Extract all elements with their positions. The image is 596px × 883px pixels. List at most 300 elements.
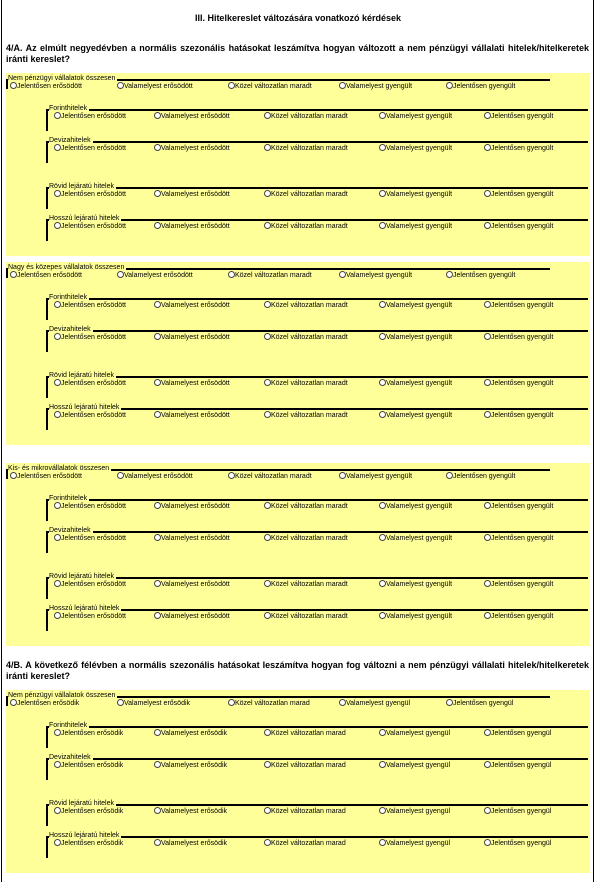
radio-label: Jelentősen gyengült <box>453 272 516 279</box>
subgroup-bar <box>46 609 48 631</box>
radio-button[interactable] <box>117 699 124 706</box>
radio-option[interactable] <box>484 333 553 342</box>
radio-button[interactable] <box>117 82 124 89</box>
radio-option[interactable] <box>264 580 348 589</box>
radio-label: Valamelyest gyengül <box>386 808 451 815</box>
radio-label: Jelentősen erősödött <box>61 334 126 341</box>
subgroup-title: Rövid lejáratú hitelek <box>49 573 114 580</box>
subgroup-bar <box>46 758 48 780</box>
radio-button[interactable] <box>339 699 346 706</box>
radio-option[interactable] <box>117 271 193 280</box>
radio-button[interactable] <box>54 190 61 197</box>
subgroup-title: Forinthitelek <box>49 722 88 729</box>
panel <box>6 262 590 445</box>
radio-button[interactable] <box>484 144 491 151</box>
radio-label: Valamelyest erősödött <box>161 334 230 341</box>
radio-label: Közel változatlan maradt <box>271 113 348 120</box>
radio-label: Valamelyest gyengült <box>386 223 453 230</box>
radio-label: Jelentősen gyengült <box>491 412 554 419</box>
radio-label: Közel változatlan marad <box>235 700 310 707</box>
subgroup-rule <box>46 141 588 143</box>
subgroup-title: Hosszú lejáratú hitelek <box>49 404 120 411</box>
radio-label: Közel változatlan maradt <box>271 302 348 309</box>
radio-button[interactable] <box>10 699 17 706</box>
subgroup-bar <box>46 187 48 209</box>
radio-button[interactable] <box>379 534 386 541</box>
radio-label: Valamelyest erősödött <box>161 223 230 230</box>
radio-option[interactable] <box>154 807 227 816</box>
radio-label: Valamelyest erősödik <box>161 762 228 769</box>
radio-button[interactable] <box>379 612 386 619</box>
radio-option[interactable] <box>54 580 126 589</box>
radio-button[interactable] <box>54 411 61 418</box>
radio-button[interactable] <box>154 144 161 151</box>
radio-button[interactable] <box>264 112 271 119</box>
radio-button[interactable] <box>484 112 491 119</box>
radio-option[interactable] <box>264 222 348 231</box>
radio-option[interactable] <box>446 82 515 91</box>
subgroup-rule <box>46 109 588 111</box>
radio-option[interactable] <box>154 190 230 199</box>
radio-button[interactable] <box>484 222 491 229</box>
radio-option[interactable] <box>339 271 412 280</box>
radio-option[interactable] <box>264 502 348 511</box>
radio-label: Jelentősen gyengült <box>491 613 554 620</box>
radio-button[interactable] <box>379 112 386 119</box>
radio-label: Valamelyest gyengült <box>386 503 453 510</box>
radio-option[interactable] <box>379 729 450 738</box>
radio-button[interactable] <box>264 807 271 814</box>
radio-label: Valamelyest gyengült <box>386 302 453 309</box>
radio-button[interactable] <box>117 271 124 278</box>
radio-button[interactable] <box>446 472 453 479</box>
radio-option[interactable] <box>264 534 348 543</box>
radio-button[interactable] <box>154 301 161 308</box>
radio-option[interactable] <box>379 502 452 511</box>
radio-option[interactable] <box>154 612 230 621</box>
radio-label: Jelentősen gyengült <box>491 191 554 198</box>
radio-option[interactable] <box>117 472 193 481</box>
radio-option[interactable] <box>228 472 312 481</box>
radio-label: Valamelyest erősödött <box>161 503 230 510</box>
radio-option[interactable] <box>379 839 450 848</box>
radio-button[interactable] <box>484 534 491 541</box>
radio-option[interactable] <box>484 190 553 199</box>
radio-option[interactable] <box>379 761 450 770</box>
radio-option[interactable] <box>264 411 348 420</box>
radio-option[interactable] <box>264 144 348 153</box>
radio-button[interactable] <box>264 379 271 386</box>
radio-label: Közel változatlan marad <box>271 808 346 815</box>
radio-option[interactable] <box>154 411 230 420</box>
radio-button[interactable] <box>484 580 491 587</box>
radio-button[interactable] <box>379 301 386 308</box>
radio-button[interactable] <box>54 612 61 619</box>
radio-button[interactable] <box>228 271 235 278</box>
radio-label: Jelentősen gyengült <box>491 302 554 309</box>
radio-button[interactable] <box>484 839 491 846</box>
radio-option[interactable] <box>484 379 553 388</box>
radio-option[interactable] <box>379 144 452 153</box>
panel <box>6 463 590 646</box>
radio-button[interactable] <box>379 839 386 846</box>
radio-button[interactable] <box>339 82 346 89</box>
radio-button[interactable] <box>264 144 271 151</box>
radio-label: Valamelyest erősödött <box>161 613 230 620</box>
radio-button[interactable] <box>228 699 235 706</box>
radio-option[interactable] <box>154 301 230 310</box>
radio-option[interactable] <box>54 379 126 388</box>
radio-button[interactable] <box>154 807 161 814</box>
radio-option[interactable] <box>446 472 515 481</box>
subgroup-bar <box>46 804 48 826</box>
radio-button[interactable] <box>264 411 271 418</box>
radio-label: Jelentősen erősödik <box>61 808 124 815</box>
radio-button[interactable] <box>54 333 61 340</box>
group-title: Kis- és mikrovállalatok összesen <box>8 465 110 472</box>
radio-option[interactable] <box>484 534 553 543</box>
radio-button[interactable] <box>484 761 491 768</box>
radio-button[interactable] <box>54 502 61 509</box>
radio-option[interactable] <box>379 612 452 621</box>
radio-button[interactable] <box>54 301 61 308</box>
radio-label: Jelentősen gyengült <box>491 113 554 120</box>
radio-button[interactable] <box>10 271 17 278</box>
subgroup-bar <box>46 408 48 430</box>
subgroup-rule <box>46 804 588 806</box>
subgroup-bar <box>46 376 48 398</box>
radio-button[interactable] <box>264 333 271 340</box>
radio-option[interactable] <box>339 82 412 91</box>
radio-button[interactable] <box>484 612 491 619</box>
radio-button[interactable] <box>154 379 161 386</box>
radio-option[interactable] <box>484 612 553 621</box>
radio-label: Jelentősen erősödött <box>61 412 126 419</box>
subgroup-rule <box>46 298 588 300</box>
radio-button[interactable] <box>54 534 61 541</box>
radio-option[interactable] <box>264 807 346 816</box>
radio-option[interactable] <box>154 580 230 589</box>
radio-option[interactable] <box>154 379 230 388</box>
radio-label: Valamelyest gyengült <box>346 272 413 279</box>
radio-label: Valamelyest gyengült <box>386 535 453 542</box>
radio-button[interactable] <box>379 190 386 197</box>
subgroup-title: Hosszú lejáratú hitelek <box>49 215 120 222</box>
radio-button[interactable] <box>379 807 386 814</box>
radio-option[interactable] <box>117 82 193 91</box>
radio-button[interactable] <box>154 222 161 229</box>
radio-button[interactable] <box>54 112 61 119</box>
radio-label: Jelentősen gyengült <box>491 535 554 542</box>
radio-button[interactable] <box>54 580 61 587</box>
radio-option[interactable] <box>10 472 82 481</box>
radio-option[interactable] <box>154 761 227 770</box>
radio-option[interactable] <box>379 333 452 342</box>
radio-option[interactable] <box>10 82 82 91</box>
radio-button[interactable] <box>484 301 491 308</box>
radio-button[interactable] <box>154 839 161 846</box>
radio-option[interactable] <box>228 699 310 708</box>
subgroup-title: Hosszú lejáratú hitelek <box>49 605 120 612</box>
subgroup-title: Forinthitelek <box>49 495 88 502</box>
radio-option[interactable] <box>264 112 348 121</box>
radio-option[interactable] <box>54 144 126 153</box>
radio-option[interactable] <box>484 761 551 770</box>
radio-button[interactable] <box>54 729 61 736</box>
radio-button[interactable] <box>379 761 386 768</box>
subgroup-bar <box>46 141 48 163</box>
radio-option[interactable] <box>484 580 553 589</box>
radio-label: Jelentősen erősödik <box>61 840 124 847</box>
radio-label: Jelentősen erősödik <box>17 700 80 707</box>
radio-option[interactable] <box>54 839 123 848</box>
radio-button[interactable] <box>379 379 386 386</box>
radio-option[interactable] <box>54 534 126 543</box>
radio-option[interactable] <box>54 761 123 770</box>
radio-button[interactable] <box>484 333 491 340</box>
radio-option[interactable] <box>379 580 452 589</box>
radio-label: Jelentősen erősödött <box>61 503 126 510</box>
radio-button[interactable] <box>484 411 491 418</box>
radio-label: Jelentősen gyengül <box>453 700 514 707</box>
radio-button[interactable] <box>154 190 161 197</box>
subgroup-rule <box>46 187 588 189</box>
radio-button[interactable] <box>446 82 453 89</box>
radio-label: Közel változatlan maradt <box>271 380 348 387</box>
radio-button[interactable] <box>54 839 61 846</box>
radio-label: Jelentősen erősödött <box>61 380 126 387</box>
radio-option[interactable] <box>54 301 126 310</box>
radio-option[interactable] <box>154 222 230 231</box>
radio-label: Közel változatlan maradt <box>271 223 348 230</box>
subgroup-title: Forinthitelek <box>49 105 88 112</box>
radio-option[interactable] <box>446 699 513 708</box>
radio-button[interactable] <box>117 472 124 479</box>
question-4a: 4/A. Az elmúlt negyedévben a normális szezonális hatásokat leszámítva hogyan változott a nem pénzügyi vállalati hitelek/hitelkeretek iránti kereslet? <box>6 43 589 64</box>
radio-button[interactable] <box>379 502 386 509</box>
radio-button[interactable] <box>379 580 386 587</box>
radio-option[interactable] <box>379 411 452 420</box>
radio-label: Valamelyest gyengül <box>346 700 411 707</box>
radio-label: Közel változatlan marad <box>271 840 346 847</box>
radio-label: Jelentősen erősödött <box>61 223 126 230</box>
radio-option[interactable] <box>339 699 410 708</box>
radio-button[interactable] <box>264 729 271 736</box>
radio-button[interactable] <box>264 190 271 197</box>
radio-label: Jelentősen gyengült <box>491 581 554 588</box>
radio-label: Valamelyest gyengül <box>386 762 451 769</box>
radio-label: Valamelyest erősödött <box>161 302 230 309</box>
radio-button[interactable] <box>228 82 235 89</box>
radio-button[interactable] <box>379 333 386 340</box>
radio-label: Valamelyest erősödött <box>161 113 230 120</box>
radio-option[interactable] <box>264 761 346 770</box>
radio-option[interactable] <box>54 222 126 231</box>
subgroup-bar <box>46 577 48 599</box>
radio-button[interactable] <box>154 411 161 418</box>
radio-option[interactable] <box>54 729 123 738</box>
radio-button[interactable] <box>264 301 271 308</box>
radio-button[interactable] <box>54 379 61 386</box>
radio-option[interactable] <box>54 502 126 511</box>
radio-option[interactable] <box>484 729 551 738</box>
radio-option[interactable] <box>154 144 230 153</box>
radio-label: Jelentősen erősödik <box>61 730 124 737</box>
radio-button[interactable] <box>54 144 61 151</box>
radio-option[interactable] <box>10 271 82 280</box>
subgroup-rule <box>46 609 588 611</box>
radio-label: Valamelyest erősödik <box>161 730 228 737</box>
radio-option[interactable] <box>154 333 230 342</box>
subgroup-bar <box>46 726 48 748</box>
radio-button[interactable] <box>10 472 17 479</box>
radio-button[interactable] <box>154 729 161 736</box>
radio-option[interactable] <box>154 839 227 848</box>
radio-label: Valamelyest gyengült <box>386 113 453 120</box>
radio-button[interactable] <box>484 190 491 197</box>
radio-option[interactable] <box>54 612 126 621</box>
radio-option[interactable] <box>154 729 227 738</box>
radio-button[interactable] <box>154 333 161 340</box>
radio-button[interactable] <box>446 699 453 706</box>
radio-option[interactable] <box>54 807 123 816</box>
radio-label: Jelentősen gyengül <box>491 762 552 769</box>
radio-label: Közel változatlan maradt <box>271 613 348 620</box>
radio-option[interactable] <box>264 729 346 738</box>
radio-option[interactable] <box>154 534 230 543</box>
radio-button[interactable] <box>264 612 271 619</box>
radio-label: Valamelyest gyengült <box>386 412 453 419</box>
radio-option[interactable] <box>379 534 452 543</box>
radio-option[interactable] <box>484 839 551 848</box>
radio-button[interactable] <box>264 222 271 229</box>
radio-button[interactable] <box>446 271 453 278</box>
radio-button[interactable] <box>484 729 491 736</box>
radio-option[interactable] <box>228 82 312 91</box>
radio-button[interactable] <box>154 761 161 768</box>
radio-button[interactable] <box>154 580 161 587</box>
radio-option[interactable] <box>484 144 553 153</box>
radio-label: Valamelyest gyengül <box>386 730 451 737</box>
radio-option[interactable] <box>484 222 553 231</box>
radio-button[interactable] <box>264 534 271 541</box>
radio-option[interactable] <box>264 333 348 342</box>
radio-label: Jelentősen gyengül <box>491 840 552 847</box>
radio-option[interactable] <box>54 411 126 420</box>
radio-button[interactable] <box>264 580 271 587</box>
radio-label: Valamelyest erősödött <box>124 272 193 279</box>
radio-option[interactable] <box>264 301 348 310</box>
radio-option[interactable] <box>484 411 553 420</box>
radio-button[interactable] <box>264 839 271 846</box>
radio-option[interactable] <box>379 190 452 199</box>
radio-button[interactable] <box>10 82 17 89</box>
radio-option[interactable] <box>484 112 553 121</box>
radio-option[interactable] <box>54 333 126 342</box>
radio-label: Valamelyest erősödik <box>124 700 191 707</box>
radio-button[interactable] <box>379 729 386 736</box>
radio-label: Valamelyest erősödött <box>161 412 230 419</box>
radio-button[interactable] <box>154 534 161 541</box>
radio-label: Valamelyest gyengült <box>386 145 453 152</box>
radio-label: Valamelyest gyengül <box>386 840 451 847</box>
radio-button[interactable] <box>484 379 491 386</box>
radio-option[interactable] <box>379 112 452 121</box>
radio-button[interactable] <box>379 411 386 418</box>
radio-option[interactable] <box>264 379 348 388</box>
radio-option[interactable] <box>54 112 126 121</box>
radio-label: Valamelyest gyengült <box>386 613 453 620</box>
radio-label: Közel változatlan maradt <box>271 581 348 588</box>
radio-label: Valamelyest erősödött <box>124 83 193 90</box>
subgroup-title: Hosszú lejáratú hitelek <box>49 832 120 839</box>
radio-button[interactable] <box>54 761 61 768</box>
radio-option[interactable] <box>484 502 553 511</box>
radio-button[interactable] <box>154 612 161 619</box>
radio-label: Jelentősen erősödött <box>61 613 126 620</box>
radio-label: Jelentősen erősödött <box>61 191 126 198</box>
radio-option[interactable] <box>154 112 230 121</box>
radio-button[interactable] <box>154 112 161 119</box>
radio-option[interactable] <box>379 807 450 816</box>
radio-button[interactable] <box>154 502 161 509</box>
subgroup-title: Rövid lejáratú hitelek <box>49 183 114 190</box>
radio-option[interactable] <box>484 807 551 816</box>
radio-option[interactable] <box>264 612 348 621</box>
radio-option[interactable] <box>379 222 452 231</box>
radio-button[interactable] <box>379 222 386 229</box>
radio-option[interactable] <box>264 190 348 199</box>
radio-button[interactable] <box>339 472 346 479</box>
radio-option[interactable] <box>446 271 515 280</box>
radio-option[interactable] <box>117 699 190 708</box>
radio-label: Valamelyest gyengült <box>386 581 453 588</box>
radio-label: Közel változatlan maradt <box>271 334 348 341</box>
radio-button[interactable] <box>54 807 61 814</box>
radio-label: Valamelyest erősödik <box>161 808 228 815</box>
radio-label: Valamelyest erősödik <box>161 840 228 847</box>
radio-option[interactable] <box>484 301 553 310</box>
radio-option[interactable] <box>10 699 79 708</box>
radio-button[interactable] <box>228 472 235 479</box>
radio-button[interactable] <box>379 144 386 151</box>
subgroup-bar <box>46 499 48 521</box>
subgroup-rule <box>46 758 588 760</box>
radio-button[interactable] <box>264 502 271 509</box>
radio-option[interactable] <box>228 271 312 280</box>
radio-option[interactable] <box>154 502 230 511</box>
subgroup-bar <box>46 109 48 131</box>
radio-label: Jelentősen erősödött <box>17 272 82 279</box>
radio-button[interactable] <box>484 502 491 509</box>
radio-label: Valamelyest gyengült <box>386 191 453 198</box>
subgroup-rule <box>46 499 588 501</box>
radio-button[interactable] <box>484 807 491 814</box>
radio-label: Valamelyest erősödött <box>161 535 230 542</box>
radio-button[interactable] <box>264 761 271 768</box>
radio-option[interactable] <box>379 301 452 310</box>
radio-button[interactable] <box>339 271 346 278</box>
radio-label: Közel változatlan maradt <box>235 473 312 480</box>
radio-option[interactable] <box>339 472 412 481</box>
subgroup-bar <box>46 531 48 553</box>
radio-option[interactable] <box>54 190 126 199</box>
radio-label: Közel változatlan maradt <box>235 272 312 279</box>
radio-option[interactable] <box>264 839 346 848</box>
radio-label: Közel változatlan maradt <box>235 83 312 90</box>
radio-button[interactable] <box>54 222 61 229</box>
radio-option[interactable] <box>379 379 452 388</box>
